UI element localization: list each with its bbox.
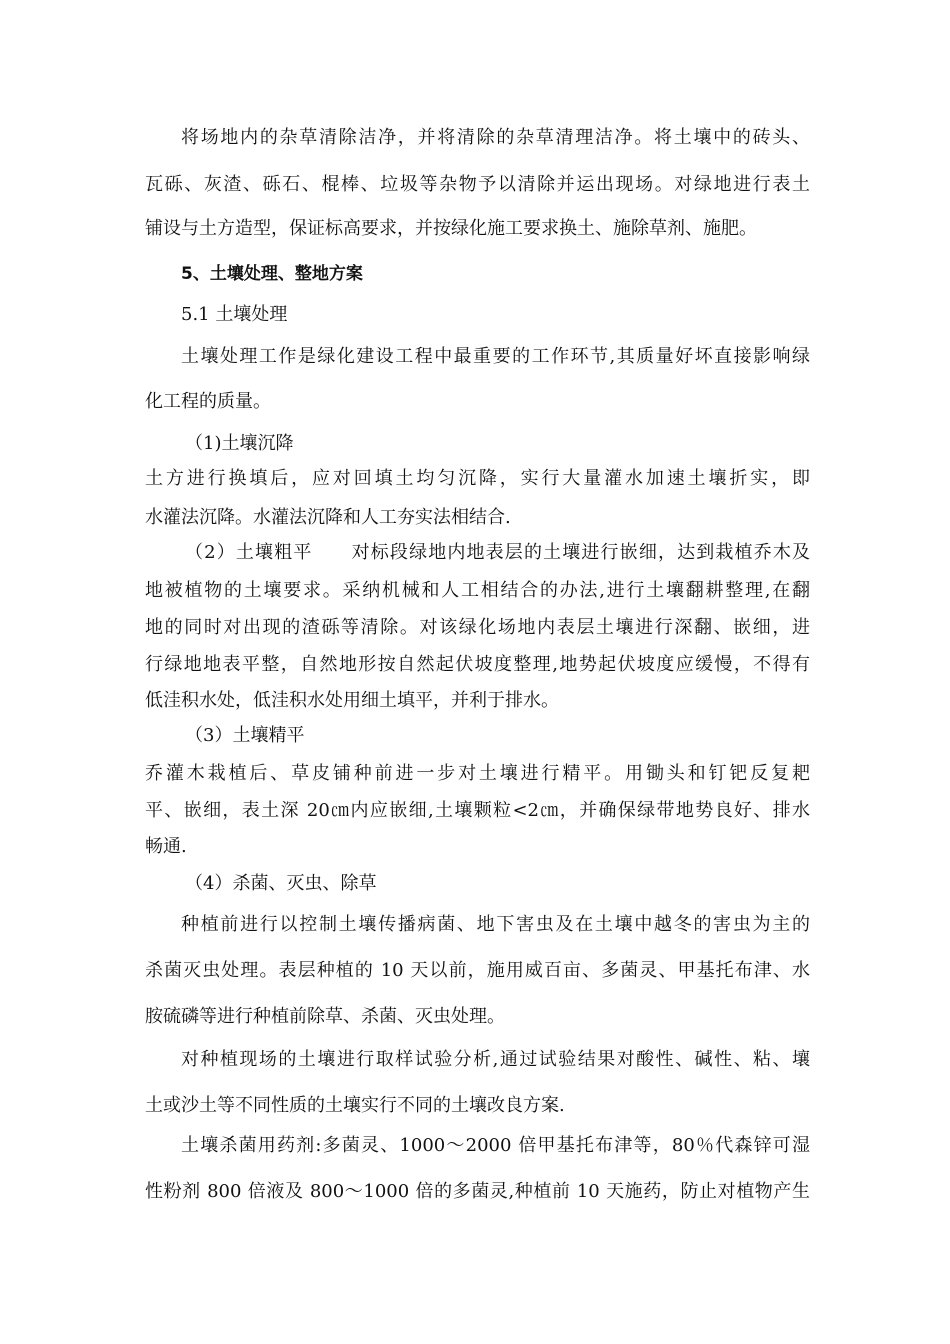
paragraph-line: 土方进行换填后，应对回填土均匀沉降，实行大量灌水加速土壤折实，即 [145, 468, 810, 489]
paragraph-line: 低洼积水处，低洼积水处用细土填平，并利于排水。 [145, 690, 559, 711]
paragraph-line: 土壤杀菌用药剂:多菌灵、1000～2000 倍甲基托布津等，80％代森锌可湿 [181, 1135, 810, 1156]
paragraph-line: 行绿地地表平整，自然地形按自然起伏坡度整理,地势起伏坡度应缓慢，不得有 [145, 654, 810, 675]
paragraph-line [185, 541, 810, 565]
paragraph-line: 地的同时对出现的渣砾等清除。对该绿化场地内表层土壤进行深翻、嵌细，进 [145, 617, 810, 638]
paragraph-line: 水灌法沉降。水灌法沉降和人工夯实法相结合. [145, 507, 511, 528]
paragraph-line: 平、嵌细，表土深 20㎝内应嵌细,土壤颗粒<2㎝，并确保绿带地势良好、排水 [145, 800, 810, 821]
item-heading: （2）土壤粗平 [185, 542, 313, 563]
paragraph-line: 杀菌灭虫处理。表层种植的 10 天以前，施用威百亩、多菌灵、甲基托布津、水 [145, 960, 810, 981]
paragraph-line: 地被植物的土壤要求。采纳机械和人工相结合的办法,进行土壤翻耕整理,在翻 [145, 580, 810, 601]
paragraph-line: 种植前进行以控制土壤传播病菌、地下害虫及在土壤中越冬的害虫为主的 [181, 914, 810, 935]
paragraph-line: 化工程的质量。 [145, 391, 271, 412]
subsection-heading: 5.1 土壤处理 [181, 304, 288, 325]
paragraph-line: 将场地内的杂草清除洁净，并将清除的杂草清理洁净。将土壤中的砖头、 [181, 127, 810, 148]
item-heading: （1)土壤沉降 [185, 433, 294, 454]
paragraph-line: 性粉剂 800 倍液及 800～1000 倍的多菌灵,种植前 10 天施药，防止对植物产生 [145, 1181, 810, 1202]
paragraph-text: 对标段绿地内地表层的土壤进行嵌细，达到栽植乔木及 [350, 542, 811, 563]
paragraph-line: 对种植现场的土壤进行取样试验分析,通过试验结果对酸性、碱性、粘、壤 [181, 1049, 810, 1070]
paragraph-line: 胺硫磷等进行种植前除草、杀菌、灭虫处理。 [145, 1006, 505, 1027]
paragraph-line: 土或沙土等不同性质的土壤实行不同的土壤改良方案. [145, 1095, 565, 1116]
paragraph-line: 铺设与土方造型，保证标高要求，并按绿化施工要求换土、施除草剂、施肥。 [145, 218, 757, 239]
paragraph-line: 土壤处理工作是绿化建设工程中最重要的工作环节,其质量好坏直接影响绿 [181, 346, 810, 367]
paragraph-line: 畅通. [145, 836, 187, 857]
paragraph-line: 乔灌木栽植后、草皮铺种前进一步对土壤进行精平。用锄头和钉钯反复耙 [145, 763, 810, 784]
item-heading: （4）杀菌、灭虫、除草 [185, 873, 377, 894]
paragraph-line: 瓦砾、灰渣、砾石、棍棒、垃圾等杂物予以清除并运出现场。对绿地进行表土 [145, 174, 810, 195]
item-heading: （3）土壤精平 [185, 725, 305, 746]
section-heading: 5、土壤处理、整地方案 [181, 264, 363, 284]
